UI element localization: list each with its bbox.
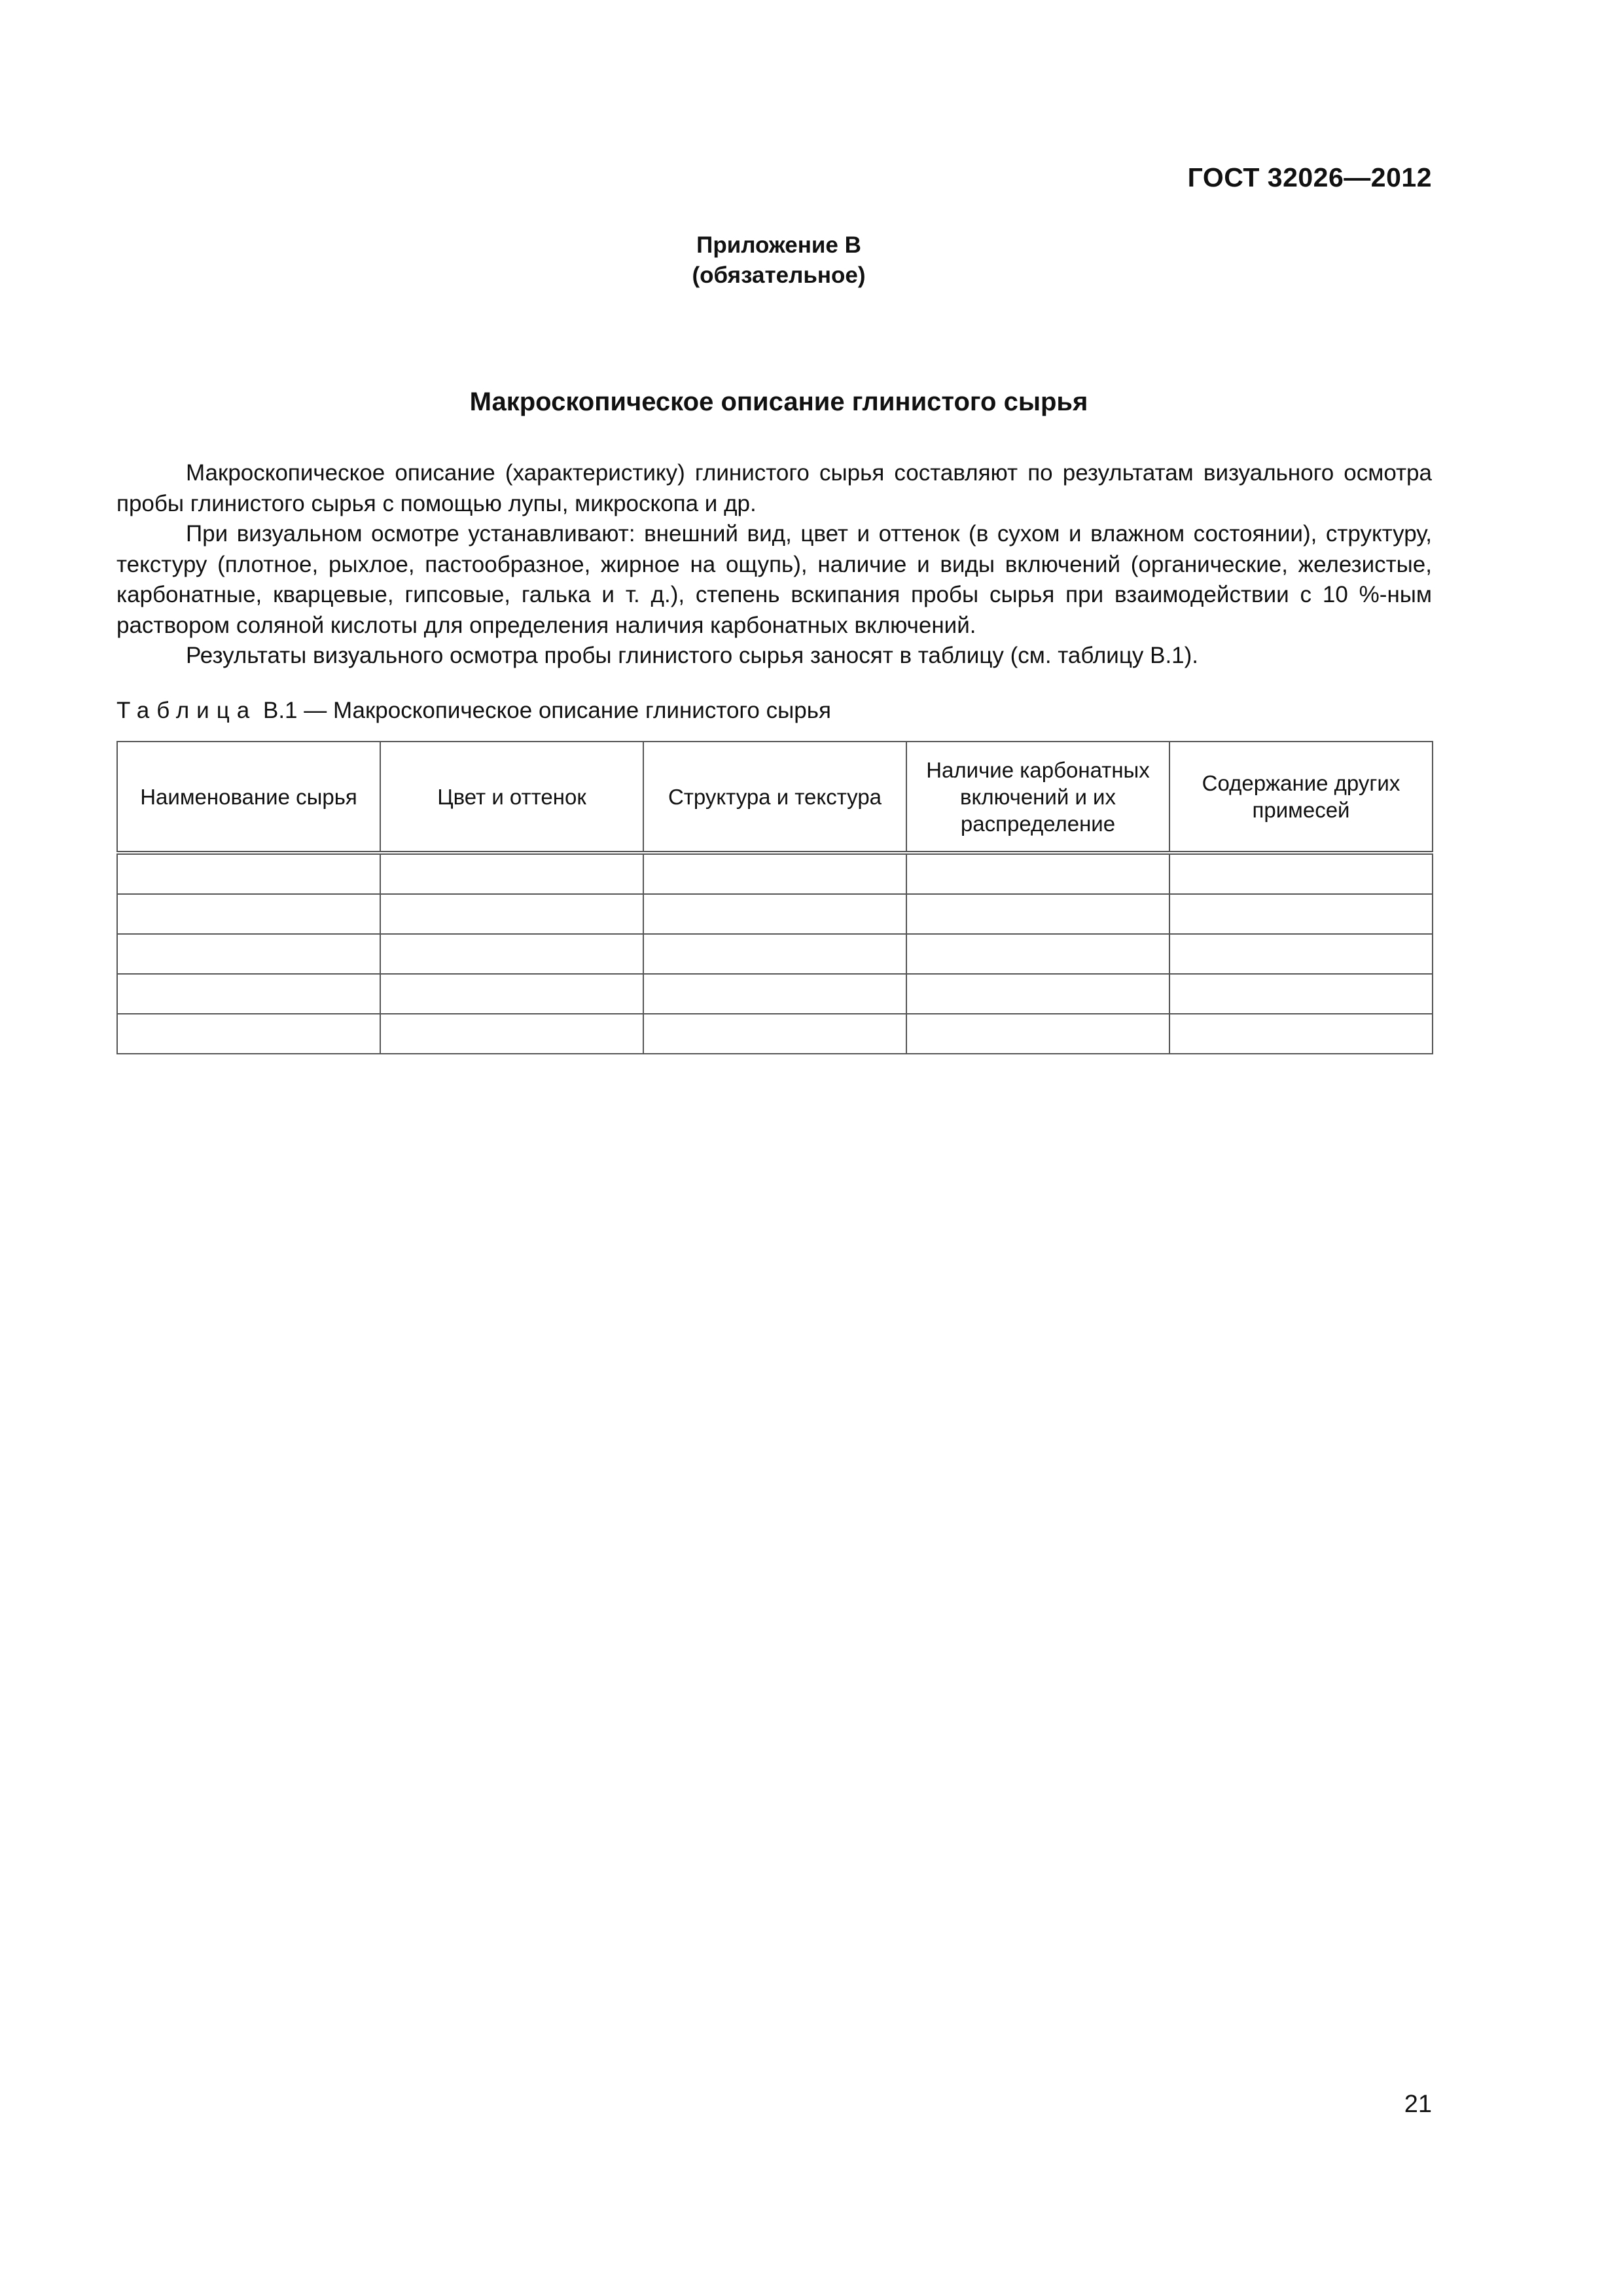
table-cell [643, 853, 906, 894]
table-cell [380, 1014, 643, 1054]
column-header-structure: Структура и текстура [643, 742, 906, 853]
table-cell [906, 934, 1169, 974]
table-row [117, 853, 1433, 894]
table-cell [643, 934, 906, 974]
appendix-title: Приложение В [696, 232, 861, 258]
table-cell [117, 974, 380, 1014]
table-row [117, 1014, 1433, 1054]
appendix-status: (обязательное) [692, 262, 866, 288]
table-row [117, 934, 1433, 974]
page-number: 21 [1404, 2090, 1432, 2118]
table-cell [1169, 934, 1433, 974]
table-cell [117, 1014, 380, 1054]
paragraph: Результаты визуального осмотра пробы глинистого сырья заносят в таблицу (см. таблицу В.1). [186, 643, 1199, 668]
table-caption-title: — Макроскопическое описание глинистого сырья [304, 698, 831, 723]
table-cell [1169, 1014, 1433, 1054]
table-cell [906, 974, 1169, 1014]
table-cell [643, 1014, 906, 1054]
table-cell [643, 894, 906, 934]
paragraph: Макроскопическое описание (характеристику) глинистого сырья составляют по результатам визуального осмотра пробы глинистого сырья с помощью лупы, микроскопа и др. [116, 460, 1432, 516]
table-row [117, 974, 1433, 1014]
table-cell [1169, 853, 1433, 894]
body-text [116, 458, 1432, 672]
table-caption-word: Таблица [116, 698, 257, 723]
appendix-heading [0, 230, 1558, 291]
column-header-material-name: Наименование сырья [117, 742, 380, 853]
table-cell [380, 853, 643, 894]
table-cell [1169, 894, 1433, 934]
table-cell [380, 974, 643, 1014]
table-caption-number: В.1 [262, 698, 298, 723]
table-header-row [117, 742, 1433, 853]
table-cell [906, 1014, 1169, 1054]
column-header-carbonate-inclusions: Наличие карбонатных включений и их распределение [906, 742, 1169, 853]
table-row [117, 894, 1433, 934]
section-title: Макроскопическое описание глинистого сырья [469, 387, 1088, 416]
document-code: ГОСТ 32026—2012 [1187, 162, 1432, 192]
table-cell [380, 934, 643, 974]
description-table [116, 741, 1433, 1054]
table-cell [380, 894, 643, 934]
paragraph: При визуальном осмотре устанавливают: внешний вид, цвет и оттенок (в сухом и влажном состоянии), структуру, текстуру (плотное, рыхлое, пастообразное, жирное на ощупь), наличие и виды включений (органические, железистые, карбонатные, кварцевые, гипсовые, галька и т. д.), степень вскипания пробы сырья при взаимодействии с 10 %-ным раствором соляной кислоты для определения наличия карбонатных включений. [116, 521, 1432, 638]
table-cell [117, 853, 380, 894]
table-cell [906, 894, 1169, 934]
table-caption [116, 698, 831, 724]
column-header-other-impurities: Содержание других примесей [1169, 742, 1433, 853]
column-header-color: Цвет и оттенок [380, 742, 643, 853]
table-cell [643, 974, 906, 1014]
table-cell [117, 934, 380, 974]
table-cell [117, 894, 380, 934]
table-cell [906, 853, 1169, 894]
table-cell [1169, 974, 1433, 1014]
